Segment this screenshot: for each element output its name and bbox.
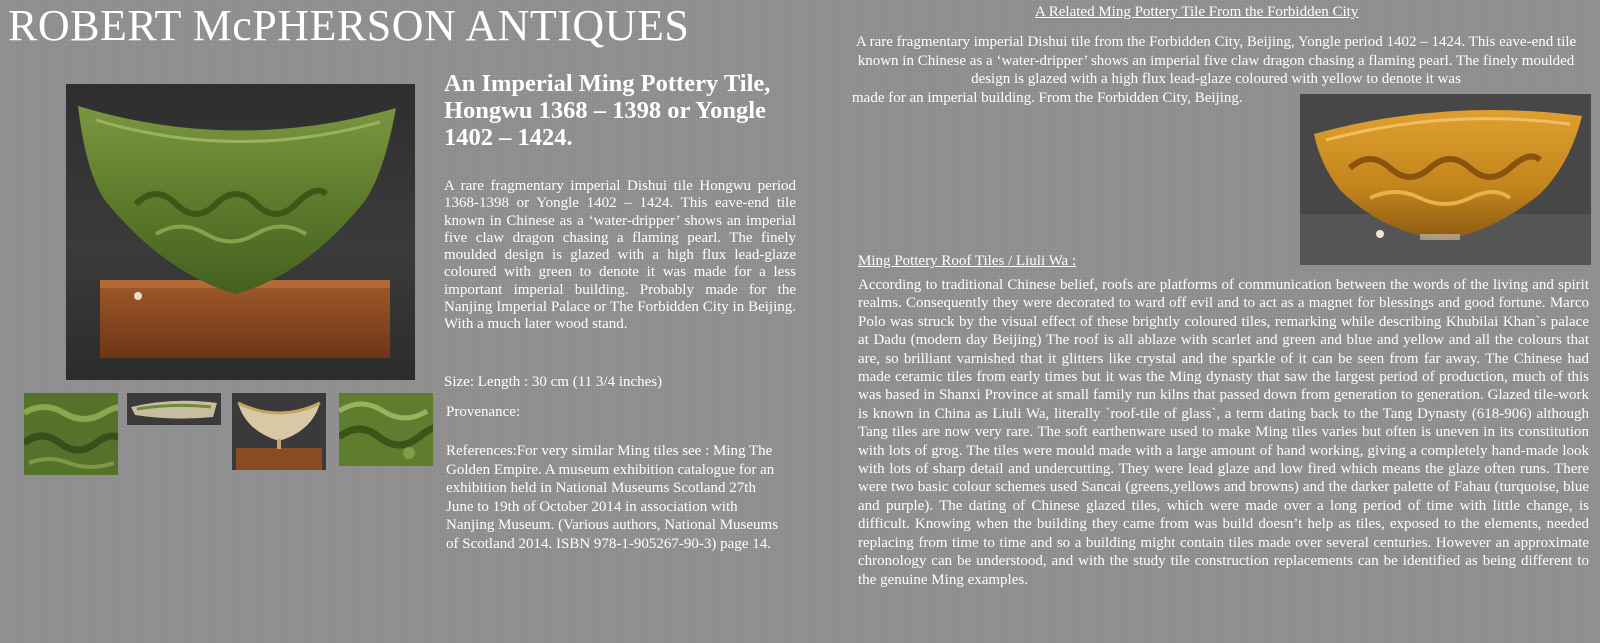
related-tile-photo[interactable] xyxy=(1300,94,1591,265)
main-product-photo[interactable] xyxy=(66,84,415,380)
related-tile-title[interactable]: A Related Ming Pottery Tile From the Forbidden City xyxy=(1035,4,1359,20)
related-description-last: made for an imperial building. From the Forbidden City, Beijing. xyxy=(852,89,1243,106)
liuli-wa-text: According to traditional Chinese belief, roofs are platforms of communication between the words of the living and spirit realms. Consequently they were decorated to ward off evil and to act as a magnet for blessings and good fortune. Marco Polo was struck by the visual effect of these brightly coloured tiles, remarking while describing Khubilai Khan`s palace at Dadu (modern day Beijing) The roof is all ablaze with scarlet and green and blue and yellow and all the colours that are, so brilliant varnished that it glitters like crystal and the sparkle of it can be seen from far away. The Chinese had made ceramic tiles from early times but it was the Ming dynasty that saw the largest period of production, much of this was based in Shanxi Province at small family run kilns that passed down from generation to generation. Glazed tile-work is known in China as Liuli Wa, literally `roof-tile of glass`, a term dating back to the Tang Dynasty (618-906) although Tang tiles are now very rare. The soft earthenware used to make Ming tiles varies but often is uneven in its constitution with lots of grog. The tiles were mould made with a large amount of hand working, giving a completely hand-made look with lots of sharp detail and undercutting. They were lead glaze and low fired which means the glaze often runs. There were two basic colour schemes used Sancai (greens,yellows and browns) and the darker palette of Fahau (turquoise, blue and purple). The dating of Chinese glazed tiles, which were made over a long period of time with little change, is difficult. Knowing when the building they came from was build doesn’t help as tiles, exposed to the elements, needed replacing from time to time and so a building might contain tiles made over several centuries. However an approximate chronology can be understood, and with the study tile construction replacements can be identified as being different to the genuine Ming examples. xyxy=(858,277,1589,588)
thumbnail-green-tile-detail[interactable] xyxy=(24,393,118,475)
thumbnail-tile-on-stand[interactable] xyxy=(232,393,326,470)
related-description-main: A rare fragmentary imperial Dishui tile from the Forbidden City, Beijing, Yongle period 1402 – 1424. This eave-end tile known in Chinese as a ‘water-dripper’ shows an imperial five claw dragon chasing a flaming pearl. The finely moulded design is glazed with a high flux lead-glaze coloured with yellow to denote it was xyxy=(855,34,1577,87)
references-text: References:For very similar Ming tiles see : Ming The Golden Empire. A museum exhibition catalogue for an exhibition held in National Museums Scotland 27th June to 19th of October 2014 in association with Nanjing Museum. (Various authors, National Museums of Scotland 2014. ISBN 978-1-905267-90-3) page 14. xyxy=(446,443,779,552)
provenance-label: Provenance: xyxy=(446,404,521,420)
thumbnail-tile-side[interactable] xyxy=(127,393,221,425)
thumbnail-green-dragon[interactable] xyxy=(339,393,433,466)
product-size: Size: Length : 30 cm (11 3/4 inches) xyxy=(444,374,663,390)
product-title: An Imperial Ming Pottery Tile, Hongwu 1368 – 1398 or Yongle 1402 – 1424. xyxy=(444,70,771,151)
site-title[interactable]: ROBERT McPHERSON ANTIQUES xyxy=(8,1,690,50)
liuli-wa-heading: Ming Pottery Roof Tiles / Liuli Wa : xyxy=(858,253,1077,269)
product-description: A rare fragmentary imperial Dishui tile Hongwu period 1368-1398 or Yongle 1402 – 1424. This eave-end tile known in Chinese as a ‘water-dripper’ shows an imperial five claw dragon chasing a flaming pearl. The finely moulded design is glazed with a high flux lead-glaze coloured with green to denote it was made for a less important imperial building. Probably made for the Nanjing Imperial Palace or The Forbidden City in Beijing. With a much later wood stand. xyxy=(444,178,796,333)
